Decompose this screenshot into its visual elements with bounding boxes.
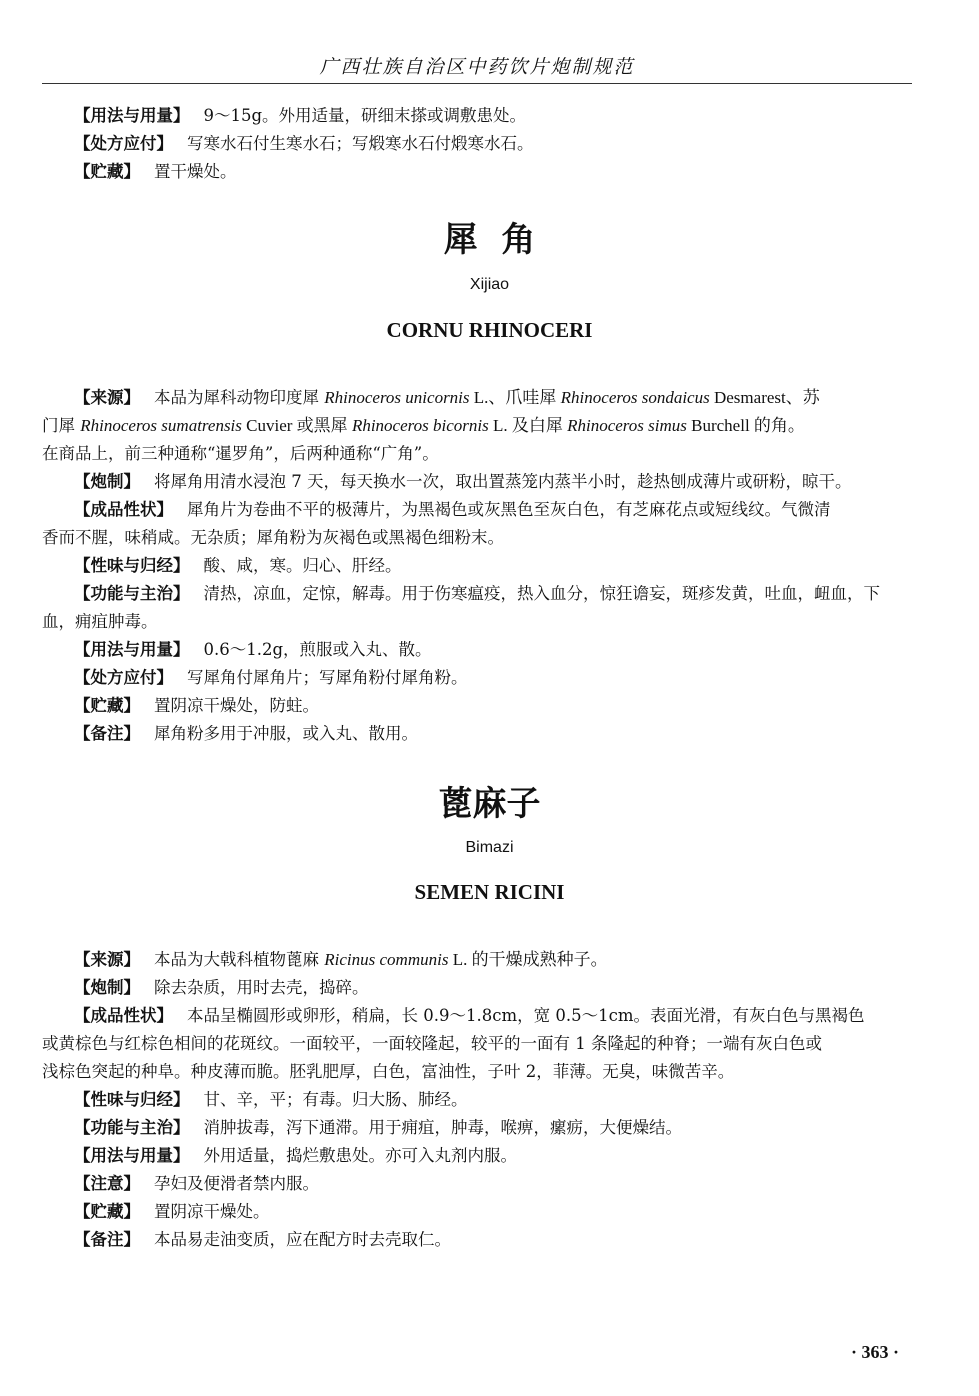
xijiao-zhucang: 【贮藏】 置阴凉干燥处，防蛀。 — [74, 696, 319, 715]
bimazi-xingwei: 【性味与归经】 甘、辛，平；有毒。归大肠、肺经。 — [74, 1090, 468, 1109]
prev-zhucang: 【贮藏】 置干燥处。 — [74, 162, 237, 181]
bimazi-latin-title: SEMEN RICINI — [414, 880, 565, 904]
xijiao-xingzhuang-line1: 【成品性状】 犀角片为卷曲不平的极薄片，为黑褐色或灰黑色至灰白色，有芝麻花点或短线纹。气微清 — [74, 500, 831, 519]
bimazi-laiyuan: 【来源】 本品为大戟科植物蓖麻 Ricinus communis L. 的干燥成熟种子。 — [74, 950, 608, 969]
xijiao-latin-title: CORNU RHINOCERI — [386, 318, 593, 342]
xijiao-title: 犀 角 — [443, 220, 536, 260]
xijiao-beizhu: 【备注】 犀角粉多用于冲服，或入丸、散用。 — [74, 724, 418, 743]
prev-chufang: 【处方应付】 写寒水石付生寒水石；写煅寒水石付煅寒水石。 — [74, 134, 534, 153]
xijiao-yongfa: 【用法与用量】 0.6～1.2g，煎服或入丸、散。 — [74, 640, 432, 659]
xijiao-chufang: 【处方应付】 写犀角付犀角片；写犀角粉付犀角粉。 — [74, 668, 468, 687]
bimazi-zhuyi: 【注意】 孕妇及便滑者禁内服。 — [74, 1174, 319, 1193]
xijiao-laiyuan-line2: 门犀 Rhinoceros sumatrensis Cuvier 或黑犀 Rhinoceros bicornis L. 及白犀 Rhinoceros simus Burchell 的角。 — [42, 416, 805, 435]
bimazi-yongfa: 【用法与用量】 外用适量，捣烂敷患处。亦可入丸剂内服。 — [74, 1146, 517, 1165]
xijiao-laiyuan-line3: 在商品上，前三种通称“暹罗角”，后两种通称“广角”。 — [42, 444, 439, 463]
xijiao-gongneng-line1: 【功能与主治】 清热，凉血，定惊，解毒。用于伤寒瘟疫，热入血分，惊狂谵妄，斑疹发黄，吐血，衄血，下 — [74, 584, 880, 603]
xijiao-xingwei: 【性味与归经】 酸、咸，寒。归心、肝经。 — [74, 556, 402, 575]
bimazi-xingzhuang-line3: 浅棕色突起的种阜。种皮薄而脆。胚乳肥厚，白色，富油性，子叶 2，菲薄。无臭，味微苦辛。 — [42, 1062, 735, 1081]
bimazi-xingzhuang-line1: 【成品性状】 本品呈椭圆形或卵形，稍扁，长 0.9～1.8cm，宽 0.5～1cm。表面光滑，有灰白色与黑褐色 — [74, 1006, 865, 1025]
xijiao-laiyuan-line1: 【来源】 本品为犀科动物印度犀 Rhinoceros unicornis L.、爪哇犀 Rhinoceros sondaicus Desmarest、苏 — [74, 388, 820, 407]
prev-yongfa: 【用法与用量】 9～15g。外用适量，研细末搽或调敷患处。 — [74, 106, 527, 125]
bimazi-zhucang: 【贮藏】 置阴凉干燥处。 — [74, 1202, 270, 1221]
bimazi-paozhi: 【炮制】 除去杂质，用时去壳，捣碎。 — [74, 978, 369, 997]
page-number: · 363 · — [850, 1342, 899, 1362]
xijiao-xingzhuang-line2: 香而不腥，味稍咸。无杂质；犀角粉为灰褐色或黑褐色细粉末。 — [42, 528, 504, 547]
xijiao-pinyin: Xijiao — [469, 276, 510, 293]
bimazi-gongneng: 【功能与主治】 消肿拔毒，泻下通滞。用于痈疽，肿毒，喉痹，瘰疬，大便燥结。 — [74, 1118, 682, 1137]
bimazi-beizhu: 【备注】 本品易走油变质，应在配方时去壳取仁。 — [74, 1230, 451, 1249]
bimazi-pinyin: Bimazi — [465, 839, 514, 856]
running-header: 广西壮族自治区中药饮片炮制规范 — [319, 56, 635, 78]
header-rule — [42, 83, 912, 84]
bimazi-title: 蓖麻子 — [438, 784, 541, 824]
xijiao-paozhi: 【炮制】 将犀角用清水浸泡 7 天，每天换水一次，取出置蒸笼内蒸半小时，趁热刨成薄片或研粉，晾干。 — [74, 472, 852, 491]
bimazi-xingzhuang-line2: 或黄棕色与红棕色相间的花斑纹。一面较平，一面较隆起，较平的一面有 1 条隆起的种脊；一端有灰白色或 — [42, 1034, 822, 1053]
xijiao-gongneng-line2: 血，痈疽肿毒。 — [42, 612, 158, 631]
